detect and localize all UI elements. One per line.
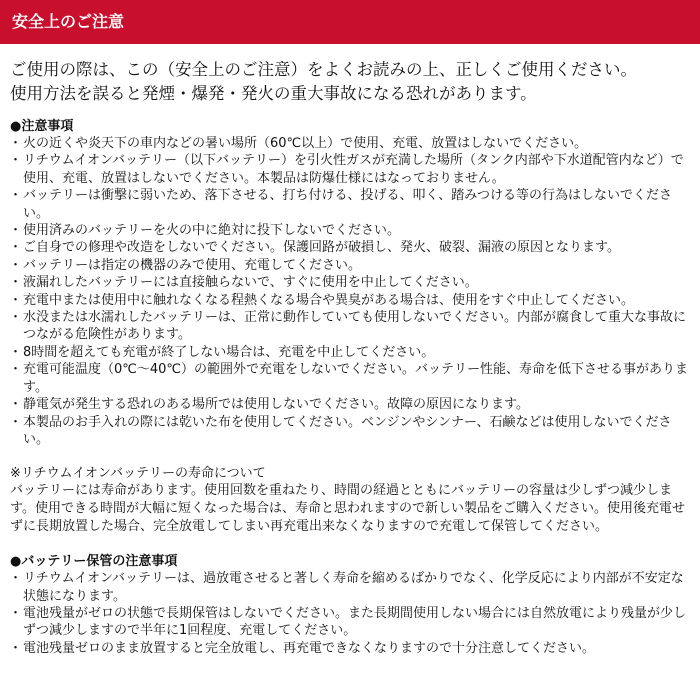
lifespan-body: バッテリーには寿命があります。使用回数を重ねたり、時間の経過とともにバッテリーの容量は少しずつ減少します。使用できる時間が大幅に短くなった場合は、寿命と思われますので新しい製品をご購入ください。使用後充電せずに長期放置した場合、完全放電してしまい再充電出来なくなりますので充電して保管してください。 xyxy=(10,483,685,534)
intro-line-1: ご使用の際は、この（安全上のご注意）をよくお読みの上、正しくご使用ください。 xyxy=(10,60,637,79)
precaution-item: ・ 使用済みのバッテリーを火の中に絶対に投下しないでください。 xyxy=(10,222,692,239)
section-spacer xyxy=(10,535,692,553)
precautions-list xyxy=(10,135,692,448)
storage-title: ●バッテリー保管の注意事項 xyxy=(10,554,178,570)
precaution-item: ・ バッテリーは衝撃に弱いため、落下させる、打ち付ける、投げる、叩く、踏みつける等の行為はしないでください。 xyxy=(10,187,692,222)
intro xyxy=(10,58,692,106)
precaution-item: ・ 充電中または使用中に触れなくなる程熱くなる場合や異臭がある場合は、使用をすぐ中止してください。 xyxy=(10,292,692,309)
precaution-item: ・ 静電気が発生する恐れのある場所では使用しないでください。故障の原因になります。 xyxy=(10,396,692,413)
lifespan-title: ※リチウムイオンバッテリーの寿命について xyxy=(10,466,266,482)
precautions-title: ●注意事項 xyxy=(10,119,74,134)
precaution-item: ・ バッテリーは指定の機器のみで使用、充電してください。 xyxy=(10,257,692,274)
intro-line-2: 使用方法を誤ると発煙・爆発・発火の重大事故になる恐れがあります。 xyxy=(10,84,537,103)
storage-item: ・ リチウムイオンバッテリーは、過放電させると著しく寿命を縮めるばかりでなく、化学反応により内部が不安定な状態になります。 xyxy=(10,570,692,605)
storage-list xyxy=(10,570,692,657)
storage-item: ・ 電池残量ゼロのまま放置すると完全放電し、再充電できなくなりますので十分注意してください。 xyxy=(10,640,692,657)
precaution-item: ・ 液漏れしたバッテリーには直接触らないで、すぐに使用を中止してください。 xyxy=(10,274,692,291)
storage-item: ・ 電池残量がゼロの状態で長期保管はしないでください。また長期間使用しない場合には自然放電により残量が少しずつ減少しますので半年に1回程度、充電してください。 xyxy=(10,605,692,640)
notice-header-bar xyxy=(0,0,700,44)
precaution-item: ・ 8時間を超えても充電が終了しない場合は、充電を中止してください。 xyxy=(10,344,692,361)
section-spacer xyxy=(10,448,692,465)
precaution-item: ・ ご自身での修理や改造をしないでください。保護回路が破損し、発火、破裂、漏液の原因となります。 xyxy=(10,239,692,256)
header-title: 安全上のご注意 xyxy=(12,12,125,31)
precaution-item: ・ リチウムイオンバッテリー（以下バッテリー）を引火性ガスが充満した場所（タンク内部や下水道配管内など）で使用、充電、放置はしないでください。本製品は防爆仕様にはなっておりません。 xyxy=(10,152,692,187)
precaution-item: ・ 水没または水濡れしたバッテリーは、正常に動作していても使用しないでください。内部が腐食して重大な事故につながる危険性があります。 xyxy=(10,309,692,344)
precaution-item: ・ 充電可能温度（0℃～40℃）の範囲外で充電をしないでください。バッテリー性能、寿命を低下させる事があります。 xyxy=(10,361,692,396)
precaution-item: ・ 火の近くや炎天下の車内などの暑い場所（60℃以上）で使用、充電、放置はしないでください。 xyxy=(10,135,692,152)
notice-content xyxy=(10,58,692,657)
precaution-item: ・ 本製品のお手入れの際には乾いた布を使用してください。ベンジンやシンナー、石鹸などは使用しないでください。 xyxy=(10,414,692,449)
